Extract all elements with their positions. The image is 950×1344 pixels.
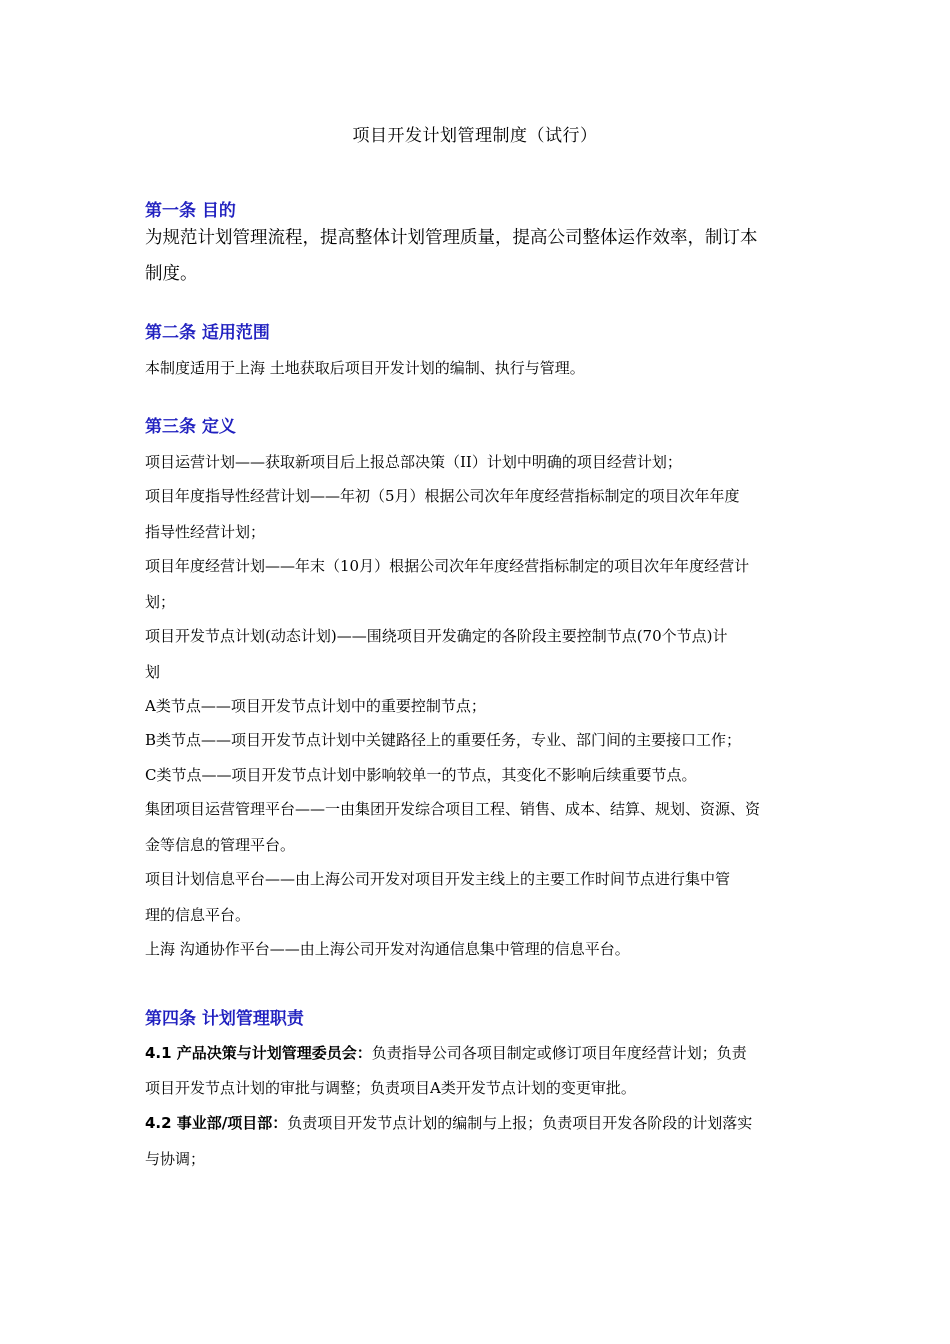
definition-line: 上海 沟通协作平台——由上海公司开发对沟通信息集中管理的信息平台。 [145,940,630,958]
responsibility-item [145,1042,815,1064]
definition-line: A类节点——项目开发节点计划中的重要控制节点； [145,697,486,715]
definition-line: 项目运营计划——获取新项目后上报总部决策（II）计划中明确的项目经营计划； [145,453,682,471]
definition-line: 金等信息的管理平台。 [145,836,296,854]
paragraph-line: 制度。 [145,264,198,284]
definition-line: 集团项目运营管理平台——一由集团开发综合项目工程、销售、成本、结算、规划、资源、资 [145,800,761,818]
definition-line: 项目年度经营计划——年末（10月）根据公司次年年度经营指标制定的项目次年年度经营计 [145,557,750,575]
section-heading-purpose: 第一条 目的 [145,201,236,221]
section-heading-scope: 第二条 适用范围 [145,323,270,343]
definition-line: C类节点——项目开发节点计划中影响较单一的节点，其变化不影响后续重要节点。 [145,766,697,784]
definition-line: 项目计划信息平台——由上海公司开发对项目开发主线上的主要工作时间节点进行集中管 [145,870,731,888]
section-heading-definitions: 第三条 定义 [145,417,236,437]
responsibility-label: 4.2 事业部/项目部： [145,1114,288,1132]
responsibility-label: 4.1 产品决策与计划管理委员会： [145,1044,372,1062]
paragraph-line: 本制度适用于上海 土地获取后项目开发计划的编制、执行与管理。 [145,359,585,377]
responsibility-continuation: 项目开发节点计划的审批与调整；负责项目A类开发节点计划的变更审批。 [145,1079,636,1097]
document-title: 项目开发计划管理制度（试行） [352,126,598,146]
definition-line: 划 [145,663,161,681]
responsibility-item [145,1112,815,1134]
responsibility-text: 负责指导公司各项目制定或修订项目年度经营计划；负责 [371,1044,747,1062]
definition-line: 划； [145,593,176,611]
responsibility-continuation: 与协调； [145,1150,206,1168]
definition-line: 项目开发节点计划(动态计划)——围绕项目开发确定的各阶段主要控制节点(70个节点)计 [145,627,728,645]
responsibility-text: 负责项目开发节点计划的编制与上报；负责项目开发各阶段的计划落实 [287,1114,753,1132]
definition-line: B类节点——项目开发节点计划中关键路径上的重要任务，专业、部门间的主要接口工作； [145,731,742,749]
section-heading-responsibilities: 第四条 计划管理职责 [145,1009,304,1029]
definition-line: 指导性经营计划； [145,523,266,541]
paragraph-line: 为规范计划管理流程，提高整体计划管理质量，提高公司整体运作效率，制订本 [145,228,758,248]
definition-line: 项目年度指导性经营计划——年初（5月）根据公司次年年度经营指标制定的项目次年年度 [145,487,740,505]
definition-line: 理的信息平台。 [145,906,251,924]
